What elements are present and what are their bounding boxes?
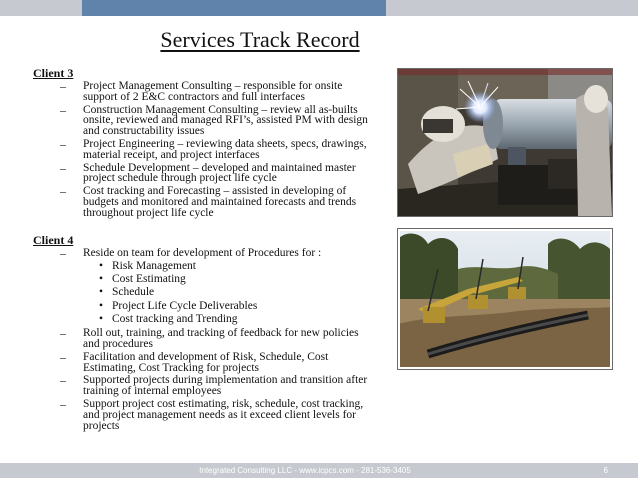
top-banner: [0, 0, 638, 16]
bullet-marker: •: [99, 299, 104, 312]
dash-marker: –: [60, 373, 66, 388]
bullet-marker: •: [99, 286, 104, 299]
page-number: 6: [603, 466, 608, 475]
sub-list-item: • Risk Management: [99, 259, 196, 272]
list-item: – Construction Management Consulting – review all as-builts onsite, reviewed and managed RFI’s, assisted PM with design and constructability issues: [60, 102, 368, 138]
sub-list-item: • Cost Estimating: [99, 273, 186, 286]
welding-image: [398, 69, 612, 216]
procedures-sublist: [83, 260, 377, 326]
slide-title: Services Track Record: [160, 27, 360, 52]
dash-marker: –: [60, 184, 66, 199]
list-item: – Schedule Development – developed and maintained master project schedule through project life cycle: [60, 160, 356, 185]
sub-list-item: • Cost tracking and Trending: [99, 312, 238, 325]
client-4-heading: Client 4: [33, 233, 74, 247]
pipeline-construction-image: [398, 229, 612, 369]
dash-marker: –: [60, 136, 66, 151]
bullet-marker: •: [99, 273, 104, 286]
list-item: – Cost tracking and Forecasting – assisted in developing of budgets and monitored and maintained forecasts and trends throughout project life cycle: [60, 184, 357, 219]
list-item: – Project Management Consulting – responsible for onsite support of 2 E&C contractors and full interfaces: [60, 79, 343, 103]
bullet-marker: •: [99, 312, 104, 325]
dash-marker: –: [60, 246, 66, 260]
bullet-marker: •: [99, 259, 104, 272]
sub-list-item: • Schedule: [99, 286, 155, 299]
dash-marker: –: [60, 397, 66, 412]
list-item: – Facilitation and development of Risk, Schedule, Cost Estimating, Cost Tracking for projects: [60, 349, 329, 374]
dash-marker: –: [60, 102, 66, 117]
sub-list-item: • Project Life Cycle Deliverables: [99, 299, 258, 312]
top-banner-left-segment: [0, 0, 82, 16]
list-item: – Reside on team for development of Procedures for : • Risk Management • Cost Estimating • Schedule • Project Life Cycle Deliverables • Cost tracking and Trending: [52, 248, 377, 326]
list-item: – Roll out, training, and tracking of feedback for new policies and procedures: [60, 326, 359, 351]
dash-marker: –: [60, 326, 66, 341]
dash-marker: –: [60, 349, 66, 364]
footer-bar: [0, 463, 638, 478]
top-banner-right-segment: [386, 0, 638, 16]
footer-contact-text: Integrated Consulting LLC - www.icpcs.com - 281-536-3405: [199, 466, 411, 475]
client-3-heading: Client 3: [33, 66, 74, 80]
list-item: – Supported projects during implementation and transition after training of internal employees: [60, 373, 368, 398]
list-item: – Support project cost estimating, risk, schedule, cost tracking, and project management needs as it exceed client levels for projects: [60, 397, 364, 432]
dash-marker: –: [60, 160, 66, 175]
client-3-list: [52, 81, 377, 221]
pipeline-construction-photo: [397, 228, 613, 370]
list-item: – Project Engineering – reviewing data sheets, specs, drawings, material receipt, and project interfaces: [60, 136, 367, 161]
dash-marker: –: [60, 79, 66, 93]
client-4-list: [52, 248, 377, 433]
top-banner-accent: [82, 0, 386, 16]
welding-photo: [397, 68, 613, 217]
